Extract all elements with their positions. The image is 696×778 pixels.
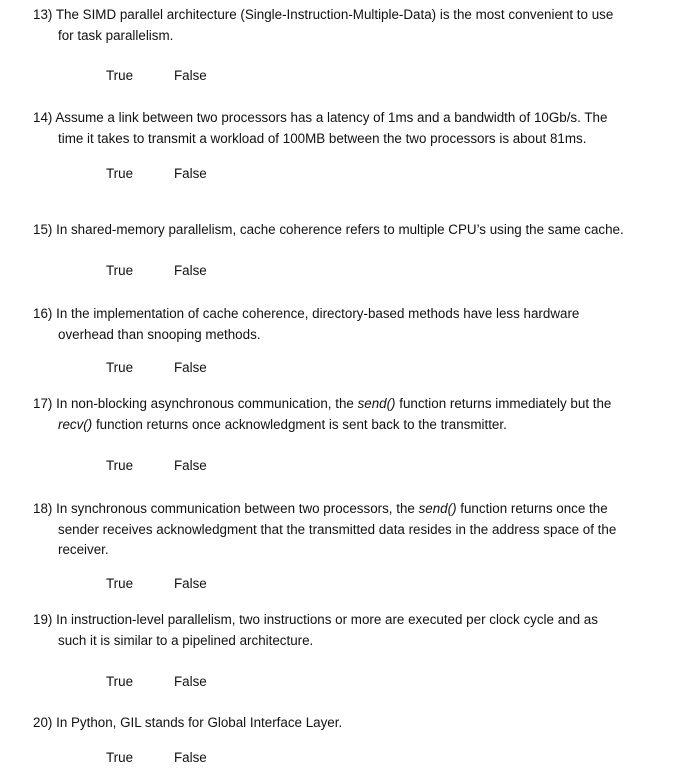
question-text-cont: overhead than snooping methods.: [58, 326, 261, 342]
option-false[interactable]: False: [174, 750, 207, 765]
question-text: 19) In instruction-level parallelism, two instructions or more are executed per clock cycle and as: [33, 612, 598, 627]
option-false[interactable]: False: [174, 458, 207, 473]
question-text: 13) The SIMD parallel architecture (Single-Instruction-Multiple-Data) is the most convenient to use: [33, 7, 614, 22]
question-19: [33, 610, 653, 651]
question-text: 17) In non-blocking asynchronous communication, the send() function returns immediately but the: [33, 396, 612, 411]
question-text: 14) Assume a link between two processors has a latency of 1ms and a bandwidth of 10Gb/s. The: [33, 110, 608, 125]
question-text: 16) In the implementation of cache coherence, directory-based methods have less hardware: [33, 306, 580, 321]
question-text-cont: receiver.: [58, 542, 109, 557]
option-true[interactable]: True: [106, 166, 134, 181]
option-false[interactable]: False: [174, 68, 207, 83]
option-false[interactable]: False: [174, 576, 207, 591]
question-text-cont: for task parallelism.: [58, 27, 174, 43]
question-text-cont: sender receives acknowledgment that the transmitted data resides in the address space of the: [58, 521, 617, 537]
option-true[interactable]: True: [106, 458, 134, 473]
question-13: [33, 5, 653, 46]
question-text-cont: such it is similar to a pipelined architecture.: [58, 632, 314, 648]
option-false[interactable]: False: [174, 166, 207, 181]
question-20: [33, 713, 653, 734]
question-17: [33, 394, 653, 435]
question-text-cont: time it takes to transmit a workload of 100MB between the two processors is about 81ms.: [58, 130, 587, 146]
question-15: [33, 220, 653, 241]
option-true[interactable]: True: [106, 576, 134, 591]
question-16: [33, 304, 653, 345]
option-true[interactable]: True: [106, 750, 134, 765]
question-14: [33, 108, 653, 149]
option-true[interactable]: True: [106, 674, 134, 689]
question-18: [33, 499, 653, 561]
option-false[interactable]: False: [174, 674, 207, 689]
option-false[interactable]: False: [174, 360, 207, 375]
question-text: 18) In synchronous communication between two processors, the send() function returns once the: [33, 501, 608, 516]
option-true[interactable]: True: [106, 263, 134, 278]
question-text: 15) In shared-memory parallelism, cache coherence refers to multiple CPU’s using the same cache.: [33, 222, 624, 237]
option-true[interactable]: True: [106, 360, 134, 375]
option-true[interactable]: True: [106, 68, 134, 83]
option-false[interactable]: False: [174, 263, 207, 278]
question-text-cont: recv() function returns once acknowledgment is sent back to the transmitter.: [58, 416, 507, 432]
question-text: 20) In Python, GIL stands for Global Interface Layer.: [33, 715, 343, 730]
